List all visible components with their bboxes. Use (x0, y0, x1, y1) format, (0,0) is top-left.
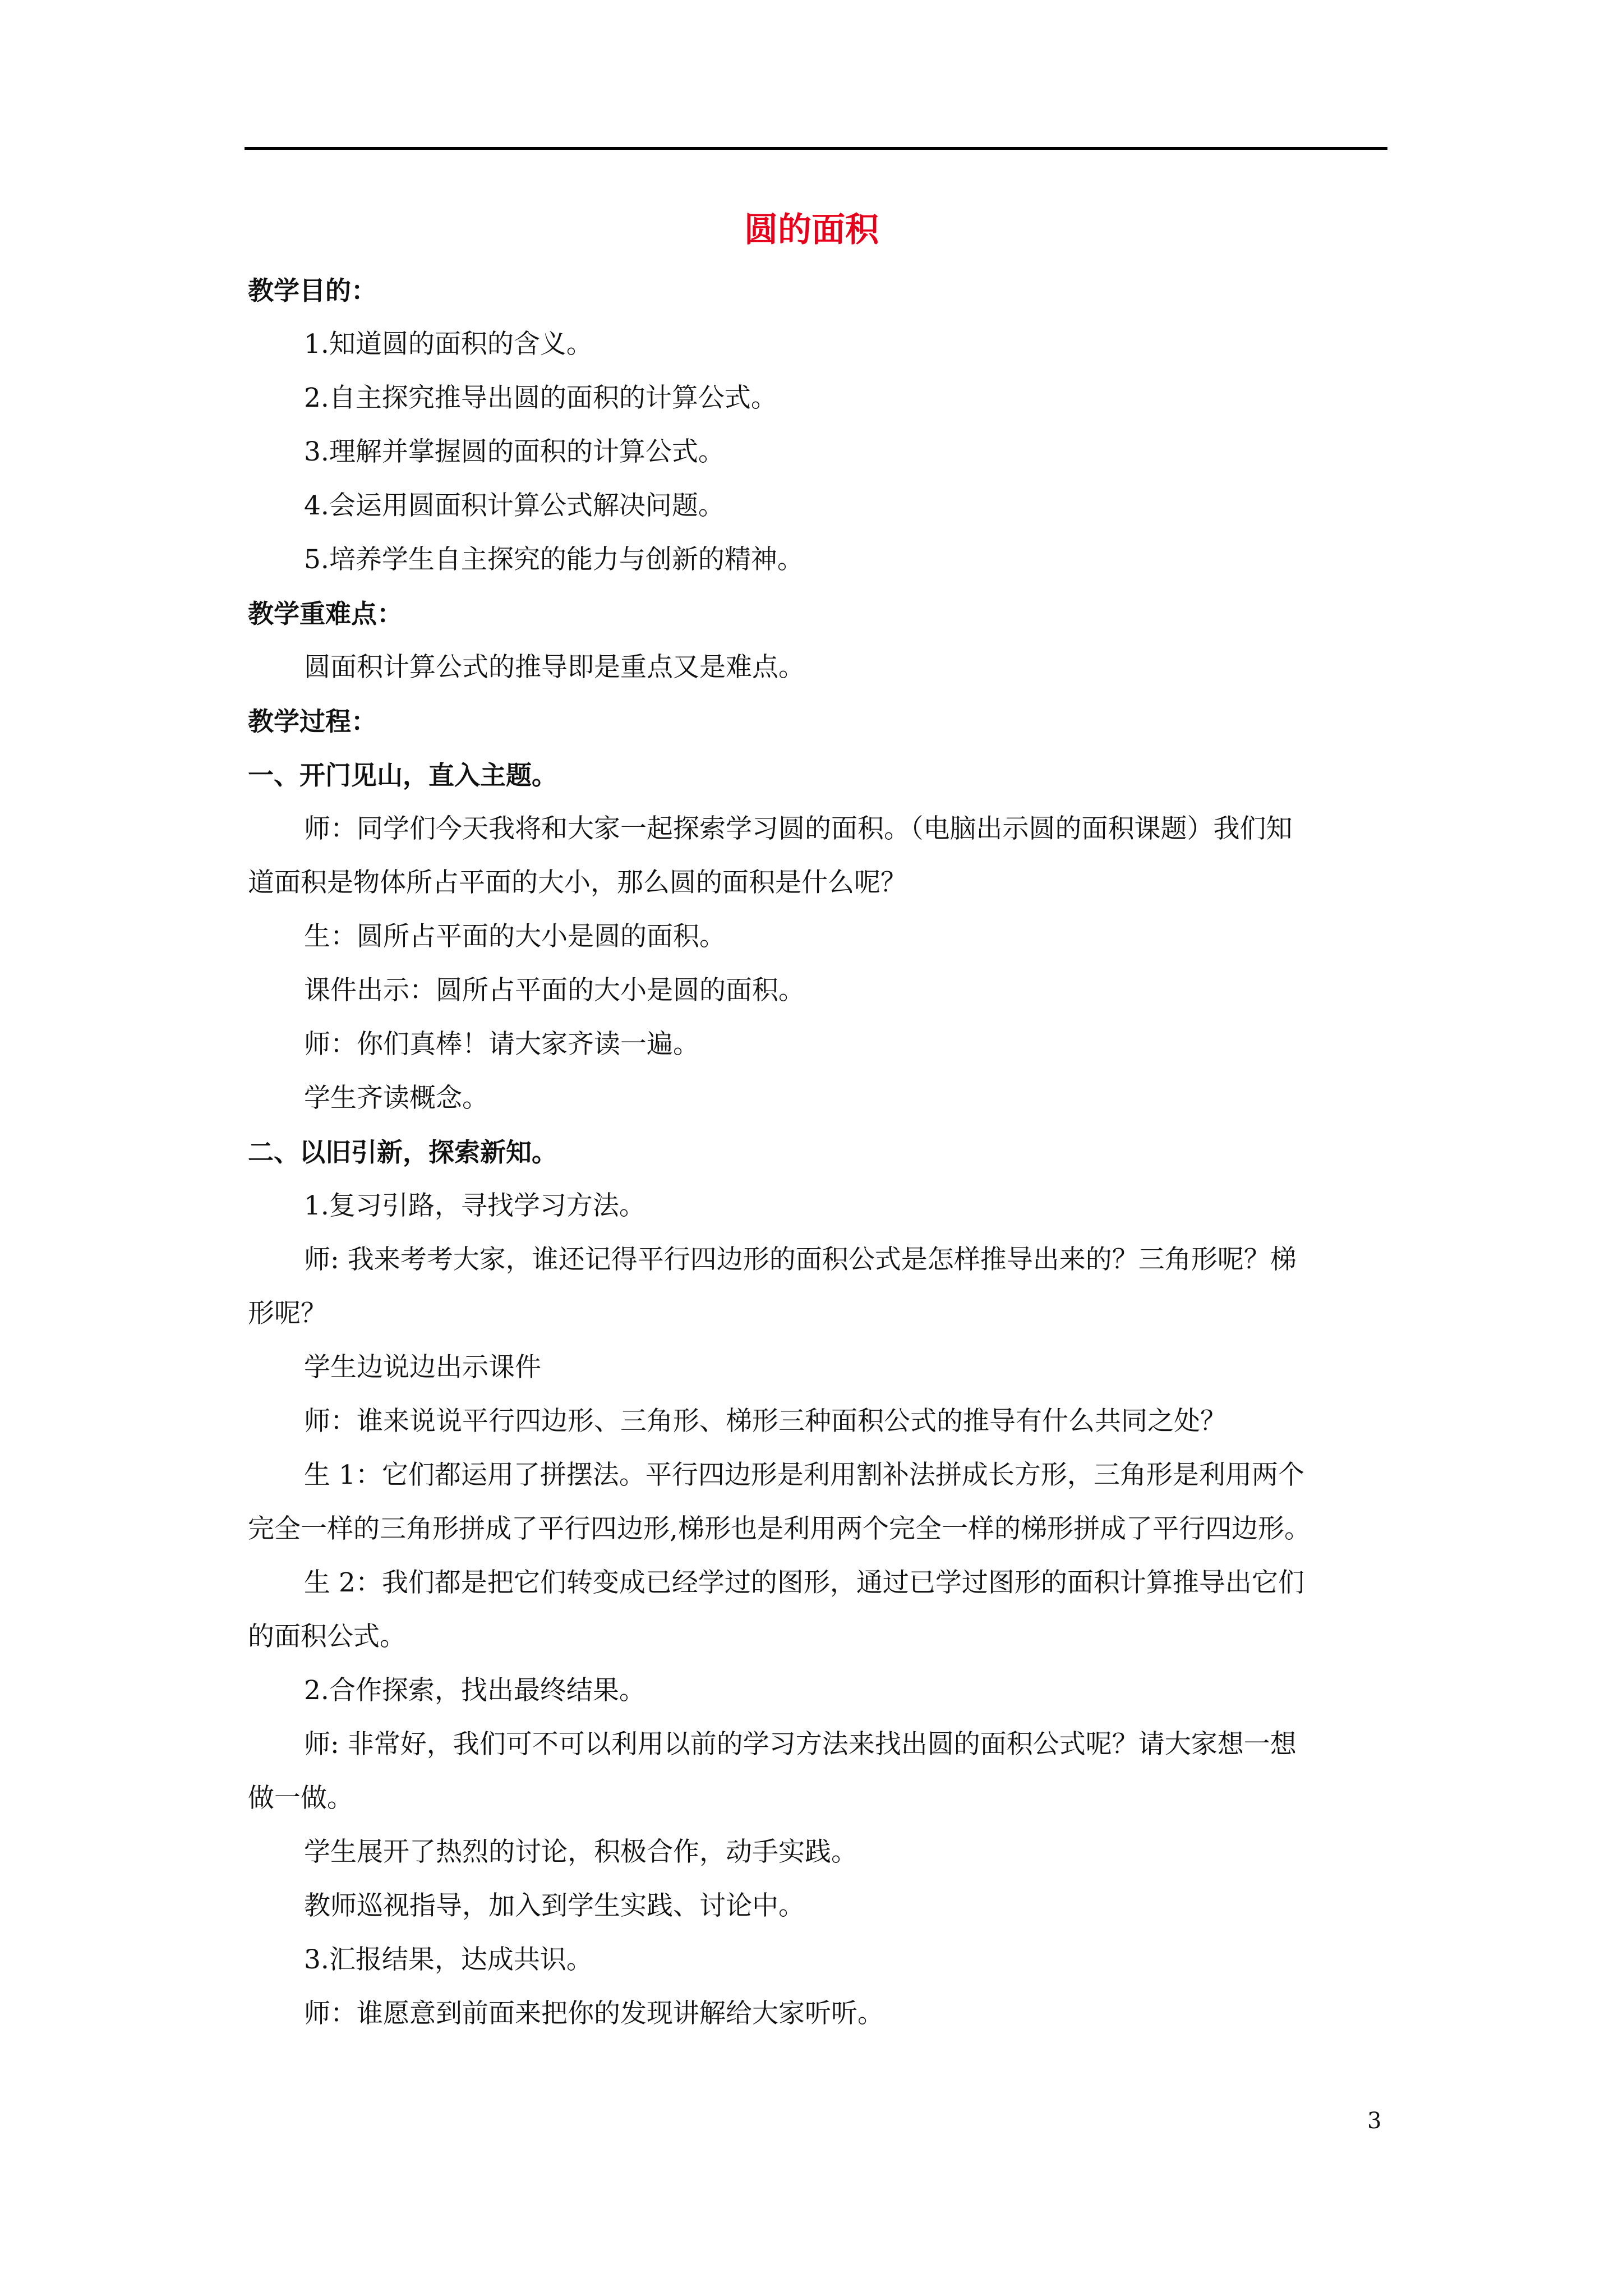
section-heading: 教学重难点： (248, 599, 403, 629)
section-heading: 二、以旧引新，探索新知。 (248, 1137, 557, 1167)
page-number: 3 (1367, 2108, 1382, 2134)
section-heading: 教学目的： (248, 275, 377, 306)
paragraph-line: 1.复习引路，寻找学习方法。 (304, 1190, 645, 1221)
paragraph-line: 师：你们真棒！请大家齐读一遍。 (304, 1029, 699, 1060)
paragraph-line: 2.合作探索，找出最终结果。 (304, 1675, 645, 1706)
paragraph-line: 学生边说边出示课件 (304, 1352, 541, 1383)
paragraph-line: 4.会运用圆面积计算公式解决问题。 (304, 490, 725, 521)
paragraph-line: 5.培养学生自主探究的能力与创新的精神。 (304, 544, 804, 575)
paragraph-line: 课件出示：圆所占平面的大小是圆的面积。 (304, 975, 805, 1006)
paragraph-line: 师: 我来考考大家，谁还记得平行四边形的面积公式是怎样推导出来的？三角形呢？梯 (304, 1244, 1297, 1275)
paragraph-line: 圆面积计算公式的推导即是重点又是难点。 (304, 652, 805, 683)
section-heading: 一、开门见山，直入主题。 (248, 760, 557, 790)
paragraph-line: 的面积公式。 (248, 1621, 406, 1652)
page-title: 圆的面积 (744, 210, 879, 250)
paragraph-line: 形呢？ (248, 1298, 327, 1329)
paragraph-line: 学生展开了热烈的讨论，积极合作，动手实践。 (304, 1837, 857, 1867)
paragraph-line: 3.汇报结果，达成共识。 (304, 1944, 593, 1975)
paragraph-line: 学生齐读概念。 (304, 1083, 488, 1114)
paragraph-line: 完全一样的三角形拼成了平行四边形,梯形也是利用两个完全一样的梯形拼成了平行四边形。 (248, 1513, 1311, 1544)
header-rule (245, 147, 1387, 150)
paragraph-line: 道面积是物体所占平面的大小，那么圆的面积是什么呢？ (248, 867, 907, 898)
section-heading: 教学过程： (248, 706, 377, 737)
document-body (248, 264, 1390, 2041)
paragraph-line: 师：同学们今天我将和大家一起探索学习圆的面积。（电脑出示圆的面积课题）我们知 (304, 813, 1293, 844)
paragraph-line: 生 1：它们都运用了拼摆法。平行四边形是利用割补法拼成长方形，三角形是利用两个 (304, 1460, 1304, 1490)
paragraph-line: 师: 非常好，我们可不可以利用以前的学习方法来找出圆的面积公式呢？请大家想一想 (304, 1729, 1297, 1760)
paragraph-line: 师：谁愿意到前面来把你的发现讲解给大家听听。 (304, 1998, 884, 2029)
paragraph-line: 3.理解并掌握圆的面积的计算公式。 (304, 436, 725, 467)
paragraph-line: 教师巡视指导，加入到学生实践、讨论中。 (304, 1890, 805, 1921)
paragraph-line: 1.知道圆的面积的含义。 (304, 329, 593, 360)
paragraph-line: 做一做。 (248, 1783, 353, 1814)
paragraph-line: 生：圆所占平面的大小是圆的面积。 (304, 921, 726, 952)
paragraph-line: 师：谁来说说平行四边形、三角形、梯形三种面积公式的推导有什么共同之处？ (304, 1406, 1227, 1437)
paragraph-line: 生 2：我们都是把它们转变成已经学过的图形，通过已学过图形的面积计算推导出它们 (304, 1567, 1304, 1598)
paragraph-line: 2.自主探究推导出圆的面积的计算公式。 (304, 383, 777, 413)
